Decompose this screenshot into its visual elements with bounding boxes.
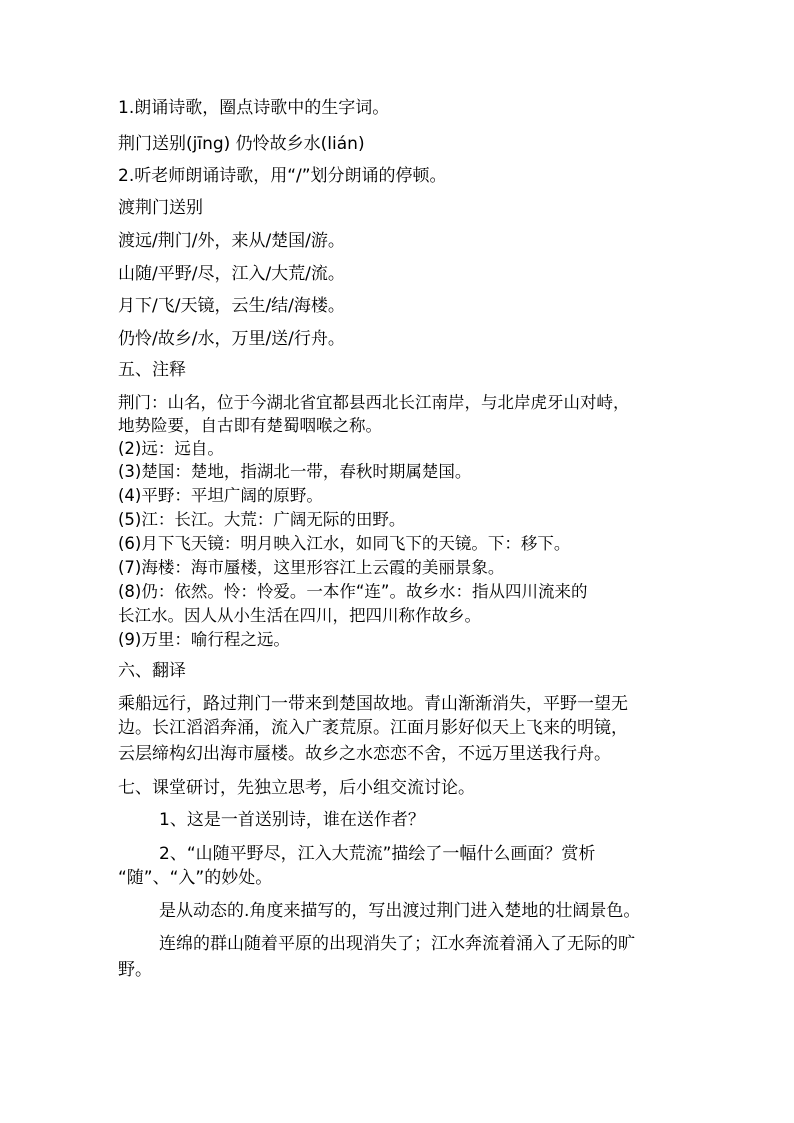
section-heading: 五、注释: [118, 360, 186, 380]
section-subtitle: 渡荆门送别: [118, 198, 203, 218]
section-heading: 六、翻译: [118, 661, 186, 681]
text-line: 荆门送别(jīng) 仍怜故乡水(lián): [118, 134, 365, 154]
note-line: 荆门：山名，位于今湖北省宜都县西北长江南岸，与北岸虎牙山对峙，: [118, 393, 630, 412]
note-line: (2)远：远自。: [118, 439, 224, 458]
note-line: (8)仍：依然。怜：怜爱。一本作“连”。故乡水：指从四川流来的: [118, 582, 588, 601]
note-line: 长江水。因人从小生活在四川，把四川称作故乡。: [118, 606, 481, 625]
question-line: 2、“山随平野尽，江入大荒流”描绘了一幅什么画面？赏析: [159, 844, 596, 864]
note-line: (5)江：长江。大荒：广阔无际的田野。: [118, 510, 406, 529]
translation-line: 边。长江滔滔奔涌，流入广袤荒原。江面月影好似天上飞来的明镜，: [118, 718, 628, 738]
note-line: (9)万里：喻行程之远。: [118, 630, 290, 649]
question-line: “随”、“入”的妙处。: [118, 868, 273, 888]
answer-line: 野。: [118, 960, 152, 980]
note-line: (4)平野：平坦广阔的原野。: [118, 486, 323, 505]
translation-line: 乘船远行，路过荆门一带来到楚国故地。青山渐渐消失，平野一望无: [118, 694, 628, 714]
note-line: (3)楚国：楚地，指湖北一带，春秋时期属楚国。: [118, 462, 472, 481]
answer-line: 是从动态的.角度来描写的，写出渡过荆门进入楚地的壮阔景色。: [159, 901, 641, 921]
poem-line: 仍怜/故乡/水，万里/送/行舟。: [118, 329, 345, 349]
poem-line: 渡远/荆门/外，来从/楚国/游。: [118, 231, 345, 251]
text-line: 2.听老师朗诵诗歌，用“/”划分朗诵的停顿。: [118, 166, 447, 186]
note-line: 地势险要，自古即有楚蜀咽喉之称。: [118, 416, 382, 435]
note-line: (6)月下飞天镜：明月映入江水，如同飞下的天镜。下：移下。: [118, 534, 571, 553]
poem-line: 山随/平野/尽，江入/大荒/流。: [118, 264, 345, 284]
translation-line: 云层缔构幻出海市蜃楼。故乡之水恋恋不舍，不远万里送我行舟。: [118, 744, 611, 764]
answer-line: 连绵的群山随着平原的出现消失了；江水奔流着涌入了无际的旷: [159, 934, 635, 954]
question-line: 1、这是一首送别诗，谁在送作者？: [159, 810, 425, 830]
poem-line: 月下/飞/天镜，云生/结/海楼。: [118, 296, 345, 316]
section-heading: 七、课堂研讨，先独立思考，后小组交流讨论。: [118, 778, 475, 798]
note-line: (7)海楼：海市蜃楼，这里形容江上云霞的美丽景象。: [118, 558, 505, 577]
text-line: 1.朗诵诗歌，圈点诗歌中的生字词。: [118, 98, 390, 118]
